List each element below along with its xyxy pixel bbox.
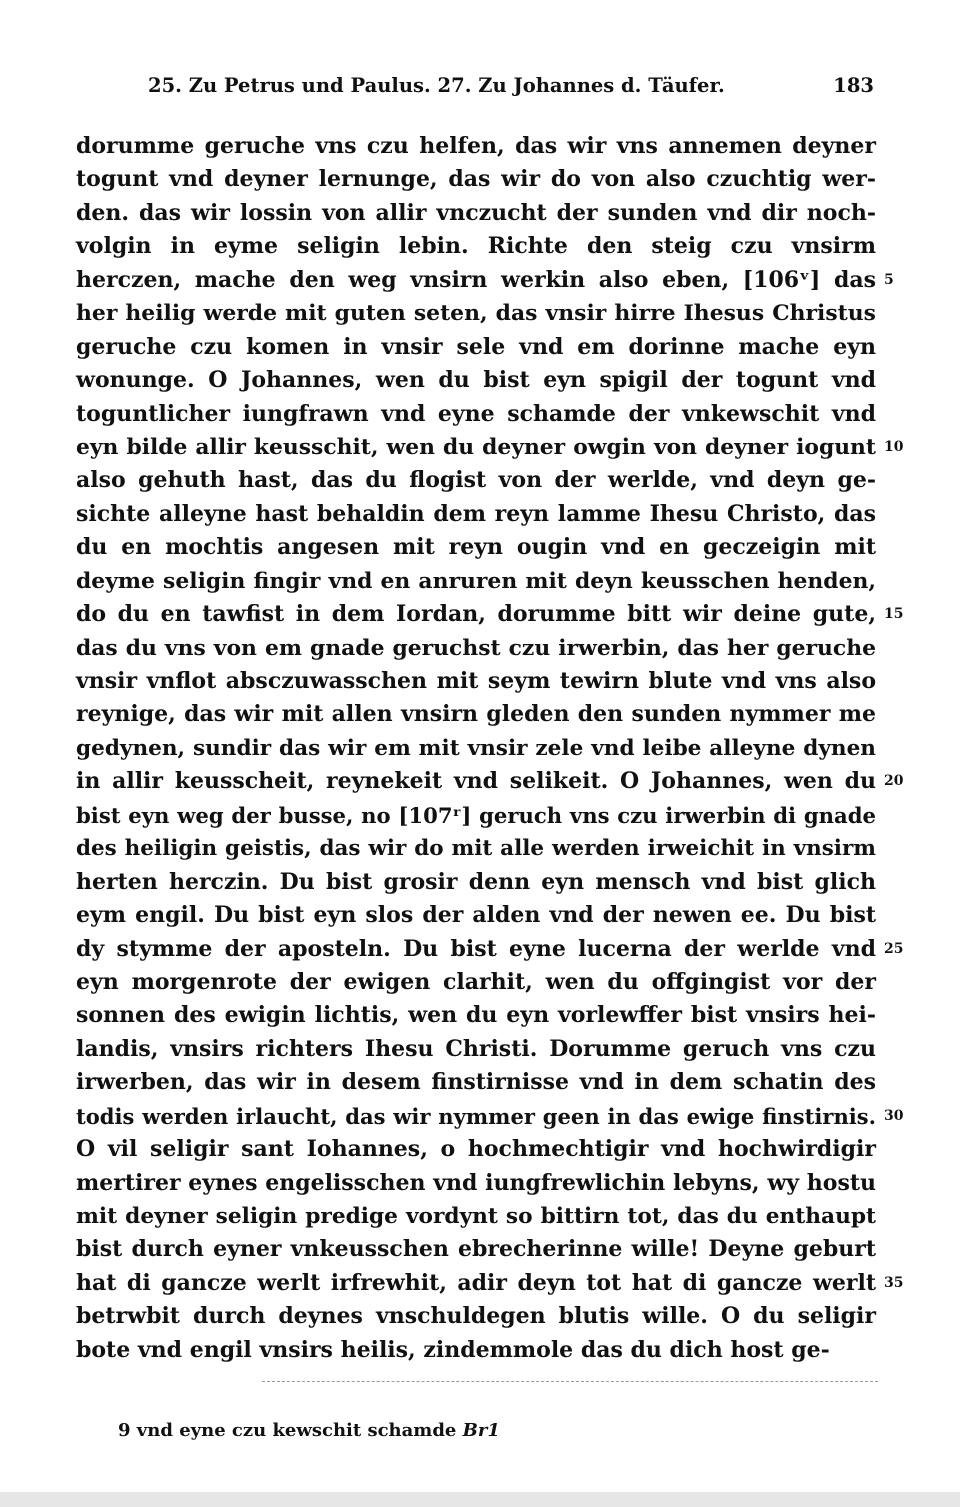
line-text: mertirer eynes engelisschen vnd iungfrewlichin lebyns, wy hostu: [76, 1169, 876, 1196]
text-line: [76, 832, 876, 865]
line-text: eyn morgenrote der ewigen clarhit, wen du offgingist vor der: [76, 968, 876, 995]
line-number: 5: [884, 271, 894, 288]
text-line: [76, 264, 894, 297]
line-text: reynige, das wir mit allen vnsirn gleden den sunden nymmer me: [76, 701, 876, 728]
text-line: [76, 732, 876, 765]
text-line: [76, 565, 876, 598]
line-text: des heiligin geistis, das wir do mit alle werden irweichit in vnsirm: [76, 836, 876, 862]
text-line: [76, 1133, 876, 1166]
line-text: hat di gancze werlt irfrewhit, adir deyn tot hat di gancze werlt: [76, 1269, 876, 1296]
text-line: [76, 899, 876, 932]
running-head-title: 25. Zu Petrus und Paulus. 27. Zu Johannes d. Täufer.: [148, 74, 725, 97]
text-line: [76, 698, 876, 731]
line-text: herten herczin. Du bist grosir denn eyn mensch vnd bist glich: [76, 868, 876, 895]
text-line: [76, 498, 876, 531]
line-number: 25: [884, 940, 904, 957]
text-line: [76, 598, 904, 631]
text-line: [76, 464, 876, 497]
text-line: [76, 665, 876, 698]
line-text: herczen, mache den weg vnsirn werkin also eben, [106ᵛ] das: [76, 266, 876, 293]
line-text: vnsir vnflot absczuwasschen mit seym tewirn blute vnd vns also: [76, 668, 876, 694]
text-line: [76, 1033, 876, 1066]
line-text: den. das wir lossin von allir vnczucht der sunden vnd dir noch-: [76, 199, 876, 226]
line-text: also gehuth hast, das du flogist von der werlde, vnd deyn ge-: [76, 467, 876, 494]
line-text: betrwbit durch deynes vnschuldegen blutis wille. O du seligir: [76, 1303, 876, 1330]
line-number: 35: [884, 1274, 904, 1291]
running-head: [148, 74, 874, 106]
text-line: [76, 1167, 876, 1200]
line-text: dorumme geruche vns czu helfen, das wir vns annemen deyner: [76, 133, 876, 159]
line-text: du en mochtis angesen mit reyn ougin vnd en geczeigin mit: [76, 534, 876, 561]
line-text: bist eyn weg der busse, no [107ʳ] geruch vns czu irwerbin di gnade: [76, 802, 876, 828]
text-line: [76, 331, 876, 364]
line-text: bist durch eyner vnkeusschen ebrecherinne wille! Deyne geburt: [76, 1236, 876, 1263]
line-text: mit deyner seligin predige vordynt so bittirn tot, das du enthaupt: [76, 1204, 876, 1229]
text-line: [76, 230, 876, 263]
line-text: dy stymme der aposteln. Du bist eyne lucerna der werlde vnd: [76, 935, 876, 962]
line-text: das du vns von em gnade geruchst czu irwerbin, das her geruche: [76, 634, 876, 661]
text-line: [76, 966, 876, 999]
line-text: sonnen des ewigin lichtis, wen du eyn vorlewffer bist vnsirs hei-: [76, 1002, 876, 1029]
footnote-siglum: Br1: [462, 1420, 500, 1441]
text-line: [76, 531, 876, 564]
line-text: sichte alleyne hast behaldin dem reyn lamme Ihesu Christo, das: [76, 500, 876, 527]
page-number: 183: [833, 74, 874, 97]
line-text: eyn bilde allir keusschit, wen du deyner owgin von deyner iogunt: [76, 434, 876, 460]
line-text: do du en tawfist in dem Iordan, dorumme bitt wir deine gute,: [76, 601, 876, 628]
line-text: landis, vnsirs richters Ihesu Christi. Dorumme geruch vns czu: [76, 1035, 876, 1062]
line-text: bote vnd engil vnsirs heilis, zindemmole das du dich host ge-: [76, 1336, 830, 1363]
text-line: [76, 130, 876, 163]
text-line: [76, 799, 876, 832]
line-text: in allir keusscheit, reynekeit vnd selikeit. O Johannes, wen du: [76, 768, 876, 795]
line-text: geruche czu komen in vnsir sele vnd em dorinne mache eyn: [76, 333, 876, 360]
text-line: [76, 632, 876, 665]
line-text: wonunge. O Johannes, wen du bist eyn spigil der togunt vnd: [76, 367, 876, 394]
text-line: [76, 1100, 904, 1133]
line-number: 15: [884, 606, 904, 623]
line-text: todis werden irlaucht, das wir nymmer geen in das ewige finstirnis.: [76, 1103, 876, 1129]
line-text: gedynen, sundir das wir em mit vnsir zele vnd leibe alleyne dynen: [76, 735, 876, 761]
text-line: [76, 933, 904, 966]
main-text: [76, 130, 904, 1367]
line-number: 30: [884, 1107, 904, 1124]
text-line: [76, 765, 904, 798]
text-line: [76, 1334, 876, 1367]
line-text: deyme seligin fingir vnd en anruren mit deyn keusschen henden,: [76, 567, 876, 594]
text-line: [76, 1066, 876, 1099]
footnote: [118, 1420, 500, 1441]
line-number: 20: [884, 773, 904, 790]
footnote-separator: [262, 1381, 878, 1382]
line-text: her heilig werde mit guten seten, das vnsir hirre Ihesus Christus: [76, 300, 876, 327]
text-line: [76, 364, 876, 397]
line-text: O vil seligir sant Iohannes, o hochmechtigir vnd hochwirdigir: [76, 1136, 876, 1163]
text-line: [76, 197, 876, 230]
line-number: 10: [884, 438, 904, 455]
text-line: [76, 1267, 904, 1300]
text-line: [76, 1300, 876, 1333]
line-text: eym engil. Du bist eyn slos der alden vnd der newen ee. Du bist: [76, 902, 876, 929]
text-line: [76, 398, 876, 431]
text-line: [76, 1200, 876, 1233]
page-bottom-edge: [0, 1492, 960, 1507]
footnote-text: 9 vnd eyne czu kewschit schamde: [118, 1420, 457, 1441]
line-text: irwerben, das wir in desem finstirnisse vnd in dem schatin des: [76, 1069, 876, 1096]
line-text: volgin in eyme seligin lebin. Richte den steig czu vnsirm: [76, 233, 876, 260]
text-line: [76, 999, 876, 1032]
text-line: [76, 1233, 876, 1266]
text-line: [76, 297, 876, 330]
text-line: [76, 431, 904, 464]
text-line: [76, 163, 876, 196]
line-text: toguntlicher iungfrawn vnd eyne schamde der vnkewschit vnd: [76, 400, 876, 427]
text-line: [76, 866, 876, 899]
line-text: togunt vnd deyner lernunge, das wir do von also czuchtig wer-: [76, 166, 876, 193]
